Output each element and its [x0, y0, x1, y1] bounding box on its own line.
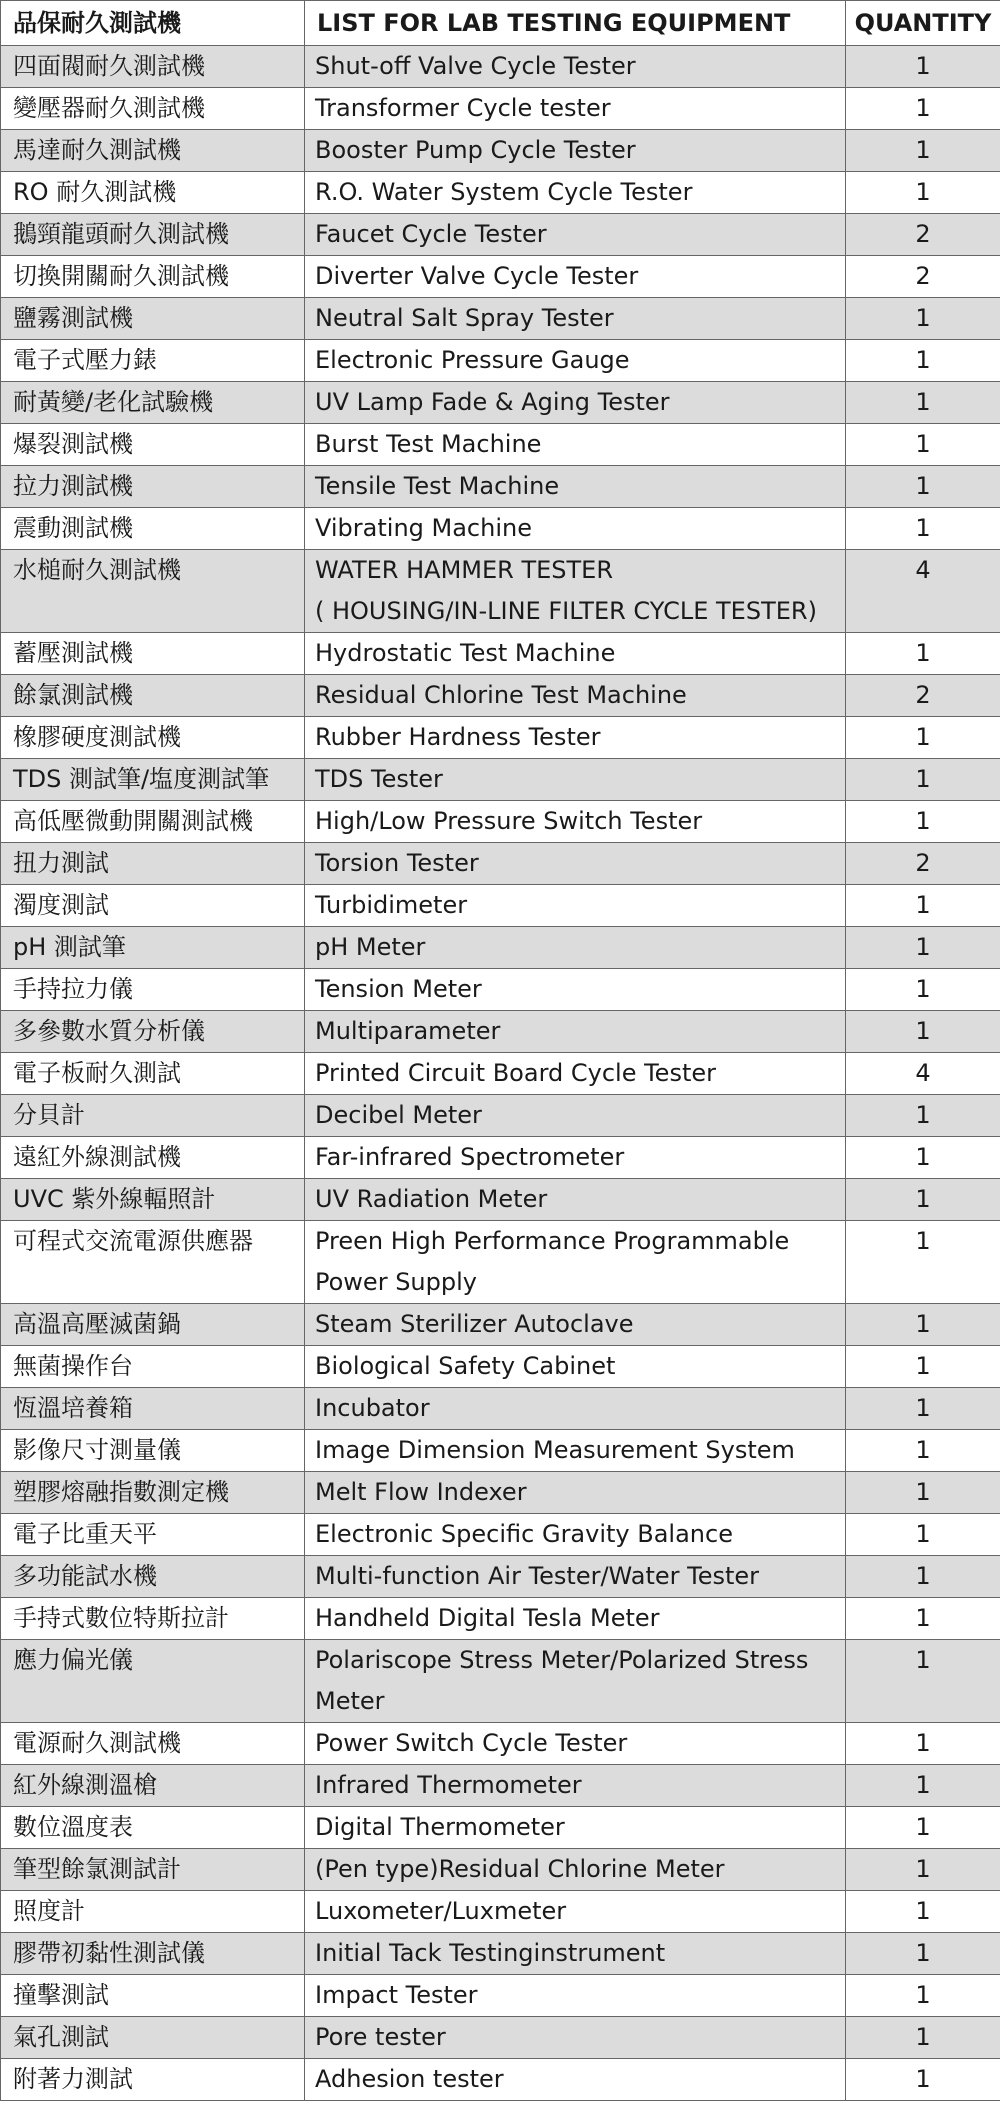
- chinese-name-cell: 氣孔測試: [1, 2017, 305, 2059]
- quantity-cell: 1: [846, 1556, 1000, 1598]
- english-name-line: Shut-off Valve Cycle Tester: [315, 46, 833, 87]
- quantity-cell: 1: [846, 88, 1000, 130]
- chinese-name-cell: UVC 紫外線輻照計: [1, 1179, 305, 1221]
- quantity-cell: 1: [846, 1807, 1000, 1849]
- chinese-name-cell: 手持拉力儀: [1, 969, 305, 1011]
- chinese-name-cell: 可程式交流電源供應器: [1, 1221, 305, 1304]
- english-name-cell: [305, 1304, 846, 1346]
- table-row: [1, 424, 1000, 466]
- english-name-cell: [305, 1807, 846, 1849]
- chinese-name-cell: 附著力測試: [1, 2059, 305, 2101]
- english-name-line: WATER HAMMER TESTER: [315, 550, 833, 591]
- quantity-cell: 2: [846, 214, 1000, 256]
- chinese-name-cell: 恆溫培養箱: [1, 1388, 305, 1430]
- quantity-cell: 1: [846, 298, 1000, 340]
- table-row: [1, 633, 1000, 675]
- english-name-line: Tensile Test Machine: [315, 466, 833, 507]
- english-name-line: Multiparameter: [315, 1011, 833, 1052]
- chinese-name-cell: 膠帶初黏性測試儀: [1, 1933, 305, 1975]
- english-name-cell: [305, 1556, 846, 1598]
- chinese-name-cell: 電子式壓力錶: [1, 340, 305, 382]
- quantity-cell: 1: [846, 1933, 1000, 1975]
- english-name-cell: [305, 633, 846, 675]
- quantity-cell: 1: [846, 1723, 1000, 1765]
- english-name-line: Multi-function Air Tester/Water Tester: [315, 1556, 833, 1597]
- chinese-name-cell: 分貝計: [1, 1095, 305, 1137]
- chinese-name-cell: 濁度測試: [1, 885, 305, 927]
- quantity-cell: 1: [846, 1137, 1000, 1179]
- chinese-name-cell: 塑膠熔融指數測定機: [1, 1472, 305, 1514]
- english-name-cell: [305, 1933, 846, 1975]
- english-name-line: Printed Circuit Board Cycle Tester: [315, 1053, 833, 1094]
- english-name-cell: [305, 1975, 846, 2017]
- table-row: [1, 1011, 1000, 1053]
- quantity-cell: 1: [846, 1388, 1000, 1430]
- quantity-cell: 1: [846, 340, 1000, 382]
- table-row: [1, 843, 1000, 885]
- table-row: [1, 508, 1000, 550]
- english-name-line: Burst Test Machine: [315, 424, 833, 465]
- quantity-cell: 1: [846, 1598, 1000, 1640]
- chinese-name-cell: 扭力測試: [1, 843, 305, 885]
- quantity-cell: 4: [846, 550, 1000, 633]
- english-name-line: (Pen type)Residual Chlorine Meter: [315, 1849, 833, 1890]
- quantity-cell: 1: [846, 46, 1000, 88]
- table-row: [1, 1765, 1000, 1807]
- quantity-cell: 1: [846, 1304, 1000, 1346]
- english-name-cell: [305, 1011, 846, 1053]
- english-name-cell: [305, 1430, 846, 1472]
- english-name-cell: [305, 382, 846, 424]
- chinese-name-cell: 高溫高壓滅菌鍋: [1, 1304, 305, 1346]
- english-name-cell: [305, 1514, 846, 1556]
- english-name-line: Luxometer/Luxmeter: [315, 1891, 833, 1932]
- english-name-line: Image Dimension Measurement System: [315, 1430, 833, 1471]
- chinese-name-cell: 遠紅外線測試機: [1, 1137, 305, 1179]
- quantity-cell: 1: [846, 759, 1000, 801]
- english-name-line: Melt Flow Indexer: [315, 1472, 833, 1513]
- english-name-cell: [305, 801, 846, 843]
- english-name-cell: [305, 1891, 846, 1933]
- english-name-line: Rubber Hardness Tester: [315, 717, 833, 758]
- header-quantity: QUANTITY: [846, 1, 1000, 46]
- english-name-line: Digital Thermometer: [315, 1807, 833, 1848]
- english-name-cell: [305, 843, 846, 885]
- english-name-cell: [305, 1095, 846, 1137]
- table-row: [1, 2059, 1000, 2101]
- english-name-line: ( HOUSING/IN-LINE FILTER CYCLE TESTER): [315, 591, 833, 632]
- english-name-line: Power Supply: [315, 1262, 833, 1303]
- english-name-cell: [305, 2059, 846, 2101]
- english-name-cell: [305, 1053, 846, 1095]
- english-name-line: Incubator: [315, 1388, 833, 1429]
- english-name-cell: [305, 1723, 846, 1765]
- chinese-name-cell: 餘氯測試機: [1, 675, 305, 717]
- table-row: [1, 1933, 1000, 1975]
- english-name-line: Pore tester: [315, 2017, 833, 2058]
- quantity-cell: 1: [846, 424, 1000, 466]
- english-name-line: Electronic Specific Gravity Balance: [315, 1514, 833, 1555]
- chinese-name-cell: 照度計: [1, 1891, 305, 1933]
- chinese-name-cell: 電子比重天平: [1, 1514, 305, 1556]
- quantity-cell: 1: [846, 1472, 1000, 1514]
- quantity-cell: 1: [846, 885, 1000, 927]
- english-name-line: TDS Tester: [315, 759, 833, 800]
- table-row: [1, 172, 1000, 214]
- table-row: [1, 130, 1000, 172]
- quantity-cell: 1: [846, 1849, 1000, 1891]
- english-name-cell: [305, 885, 846, 927]
- english-name-cell: [305, 1849, 846, 1891]
- english-name-line: Torsion Tester: [315, 843, 833, 884]
- english-name-cell: [305, 46, 846, 88]
- english-name-cell: [305, 1598, 846, 1640]
- table-row: [1, 550, 1000, 633]
- english-name-line: Initial Tack Testinginstrument: [315, 1933, 833, 1974]
- english-name-line: Impact Tester: [315, 1975, 833, 2016]
- english-name-cell: [305, 1179, 846, 1221]
- chinese-name-cell: 高低壓微動開關測試機: [1, 801, 305, 843]
- quantity-cell: 2: [846, 843, 1000, 885]
- english-name-line: Electronic Pressure Gauge: [315, 340, 833, 381]
- quantity-cell: 1: [846, 633, 1000, 675]
- table-row: [1, 298, 1000, 340]
- table-row: [1, 46, 1000, 88]
- chinese-name-cell: 耐黃變/老化試驗機: [1, 382, 305, 424]
- english-name-cell: [305, 424, 846, 466]
- quantity-cell: 1: [846, 1514, 1000, 1556]
- quantity-cell: 1: [846, 1765, 1000, 1807]
- english-name-cell: [305, 717, 846, 759]
- table-row: [1, 1137, 1000, 1179]
- quantity-cell: 1: [846, 466, 1000, 508]
- english-name-cell: [305, 759, 846, 801]
- english-name-cell: [305, 214, 846, 256]
- english-name-cell: [305, 2017, 846, 2059]
- quantity-cell: 1: [846, 1179, 1000, 1221]
- english-name-cell: [305, 550, 846, 633]
- table-row: [1, 340, 1000, 382]
- english-name-cell: [305, 340, 846, 382]
- english-name-line: Infrared Thermometer: [315, 1765, 833, 1806]
- chinese-name-cell: 電源耐久測試機: [1, 1723, 305, 1765]
- chinese-name-cell: 影像尺寸測量儀: [1, 1430, 305, 1472]
- english-name-cell: [305, 927, 846, 969]
- table-row: [1, 1346, 1000, 1388]
- quantity-cell: 1: [846, 1221, 1000, 1304]
- quantity-cell: 1: [846, 1891, 1000, 1933]
- english-name-line: Preen High Performance Programmable: [315, 1221, 833, 1262]
- chinese-name-cell: 應力偏光儀: [1, 1640, 305, 1723]
- english-name-line: Steam Sterilizer Autoclave: [315, 1304, 833, 1345]
- chinese-name-cell: RO 耐久測試機: [1, 172, 305, 214]
- english-name-line: Booster Pump Cycle Tester: [315, 130, 833, 171]
- quantity-cell: 1: [846, 2017, 1000, 2059]
- english-name-line: Diverter Valve Cycle Tester: [315, 256, 833, 297]
- english-name-line: Polariscope Stress Meter/Polarized Stress: [315, 1640, 833, 1681]
- english-name-cell: [305, 130, 846, 172]
- english-name-cell: [305, 1388, 846, 1430]
- english-name-line: Meter: [315, 1681, 833, 1722]
- chinese-name-cell: 筆型餘氯測試計: [1, 1849, 305, 1891]
- chinese-name-cell: 鹽霧測試機: [1, 298, 305, 340]
- english-name-cell: [305, 1346, 846, 1388]
- english-name-line: Transformer Cycle tester: [315, 88, 833, 129]
- chinese-name-cell: 蓄壓測試機: [1, 633, 305, 675]
- quantity-cell: 1: [846, 130, 1000, 172]
- chinese-name-cell: 多功能試水機: [1, 1556, 305, 1598]
- quantity-cell: 1: [846, 969, 1000, 1011]
- english-name-cell: [305, 1221, 846, 1304]
- table-row: [1, 1723, 1000, 1765]
- english-name-cell: [305, 172, 846, 214]
- english-name-line: Neutral Salt Spray Tester: [315, 298, 833, 339]
- chinese-name-cell: 拉力測試機: [1, 466, 305, 508]
- english-name-line: UV Radiation Meter: [315, 1179, 833, 1220]
- quantity-cell: 1: [846, 1346, 1000, 1388]
- chinese-name-cell: 鵝頸龍頭耐久測試機: [1, 214, 305, 256]
- chinese-name-cell: 切換開關耐久測試機: [1, 256, 305, 298]
- table-row: [1, 1640, 1000, 1723]
- english-name-cell: [305, 298, 846, 340]
- table-row: [1, 1807, 1000, 1849]
- table-row: [1, 1304, 1000, 1346]
- table-row: [1, 1556, 1000, 1598]
- english-name-line: Tension Meter: [315, 969, 833, 1010]
- english-name-line: Adhesion tester: [315, 2059, 833, 2100]
- english-name-cell: [305, 256, 846, 298]
- quantity-cell: 1: [846, 1430, 1000, 1472]
- chinese-name-cell: 數位溫度表: [1, 1807, 305, 1849]
- english-name-line: Vibrating Machine: [315, 508, 833, 549]
- table-row: [1, 466, 1000, 508]
- table-row: [1, 1891, 1000, 1933]
- chinese-name-cell: pH 測試筆: [1, 927, 305, 969]
- english-name-line: R.O. Water System Cycle Tester: [315, 172, 833, 213]
- quantity-cell: 1: [846, 172, 1000, 214]
- english-name-line: Handheld Digital Tesla Meter: [315, 1598, 833, 1639]
- table-row: [1, 675, 1000, 717]
- chinese-name-cell: 撞擊測試: [1, 1975, 305, 2017]
- chinese-name-cell: 多參數水質分析儀: [1, 1011, 305, 1053]
- english-name-cell: [305, 1640, 846, 1723]
- table-row: [1, 801, 1000, 843]
- quantity-cell: 2: [846, 256, 1000, 298]
- header-row: [1, 1, 1000, 46]
- english-name-cell: [305, 466, 846, 508]
- equipment-rows: [1, 46, 1000, 2101]
- table-row: [1, 1388, 1000, 1430]
- table-row: [1, 1430, 1000, 1472]
- table-row: [1, 1179, 1000, 1221]
- english-name-line: Turbidimeter: [315, 885, 833, 926]
- english-name-line: Biological Safety Cabinet: [315, 1346, 833, 1387]
- header-english-name: LIST FOR LAB TESTING EQUIPMENT: [305, 1, 846, 46]
- quantity-cell: 1: [846, 927, 1000, 969]
- english-name-line: Faucet Cycle Tester: [315, 214, 833, 255]
- table-row: [1, 717, 1000, 759]
- quantity-cell: 1: [846, 1095, 1000, 1137]
- quantity-cell: 1: [846, 1640, 1000, 1723]
- english-name-cell: [305, 1137, 846, 1179]
- english-name-line: Power Switch Cycle Tester: [315, 1723, 833, 1764]
- table-row: [1, 927, 1000, 969]
- chinese-name-cell: 水槌耐久測試機: [1, 550, 305, 633]
- table-row: [1, 1849, 1000, 1891]
- chinese-name-cell: TDS 測試筆/塩度測試筆: [1, 759, 305, 801]
- table-row: [1, 1472, 1000, 1514]
- chinese-name-cell: 四面閥耐久測試機: [1, 46, 305, 88]
- english-name-line: Residual Chlorine Test Machine: [315, 675, 833, 716]
- chinese-name-cell: 手持式數位特斯拉計: [1, 1598, 305, 1640]
- english-name-line: Decibel Meter: [315, 1095, 833, 1136]
- quantity-cell: 1: [846, 801, 1000, 843]
- table-row: [1, 1095, 1000, 1137]
- english-name-cell: [305, 88, 846, 130]
- header-chinese-name: 品保耐久測試機: [1, 1, 305, 46]
- table-row: [1, 214, 1000, 256]
- english-name-cell: [305, 675, 846, 717]
- english-name-cell: [305, 1765, 846, 1807]
- table-row: [1, 256, 1000, 298]
- table-row: [1, 1221, 1000, 1304]
- table-row: [1, 1053, 1000, 1095]
- quantity-cell: 1: [846, 1011, 1000, 1053]
- chinese-name-cell: 電子板耐久測試: [1, 1053, 305, 1095]
- english-name-line: High/Low Pressure Switch Tester: [315, 801, 833, 842]
- chinese-name-cell: 爆裂測試機: [1, 424, 305, 466]
- quantity-cell: 1: [846, 1975, 1000, 2017]
- table-row: [1, 759, 1000, 801]
- chinese-name-cell: 橡膠硬度測試機: [1, 717, 305, 759]
- table-row: [1, 1975, 1000, 2017]
- quantity-cell: 1: [846, 2059, 1000, 2101]
- english-name-cell: [305, 508, 846, 550]
- table-row: [1, 382, 1000, 424]
- quantity-cell: 1: [846, 717, 1000, 759]
- table-row: [1, 2017, 1000, 2059]
- chinese-name-cell: 馬達耐久測試機: [1, 130, 305, 172]
- english-name-line: pH Meter: [315, 927, 833, 968]
- quantity-cell: 1: [846, 382, 1000, 424]
- quantity-cell: 2: [846, 675, 1000, 717]
- chinese-name-cell: 變壓器耐久測試機: [1, 88, 305, 130]
- table-row: [1, 885, 1000, 927]
- chinese-name-cell: 無菌操作台: [1, 1346, 305, 1388]
- english-name-line: Far-infrared Spectrometer: [315, 1137, 833, 1178]
- english-name-cell: [305, 1472, 846, 1514]
- table-row: [1, 969, 1000, 1011]
- english-name-line: Hydrostatic Test Machine: [315, 633, 833, 674]
- english-name-line: UV Lamp Fade & Aging Tester: [315, 382, 833, 423]
- chinese-name-cell: 震動測試機: [1, 508, 305, 550]
- chinese-name-cell: 紅外線測溫槍: [1, 1765, 305, 1807]
- table-row: [1, 1514, 1000, 1556]
- table-row: [1, 88, 1000, 130]
- table-row: [1, 1598, 1000, 1640]
- quantity-cell: 4: [846, 1053, 1000, 1095]
- quantity-cell: 1: [846, 508, 1000, 550]
- english-name-cell: [305, 969, 846, 1011]
